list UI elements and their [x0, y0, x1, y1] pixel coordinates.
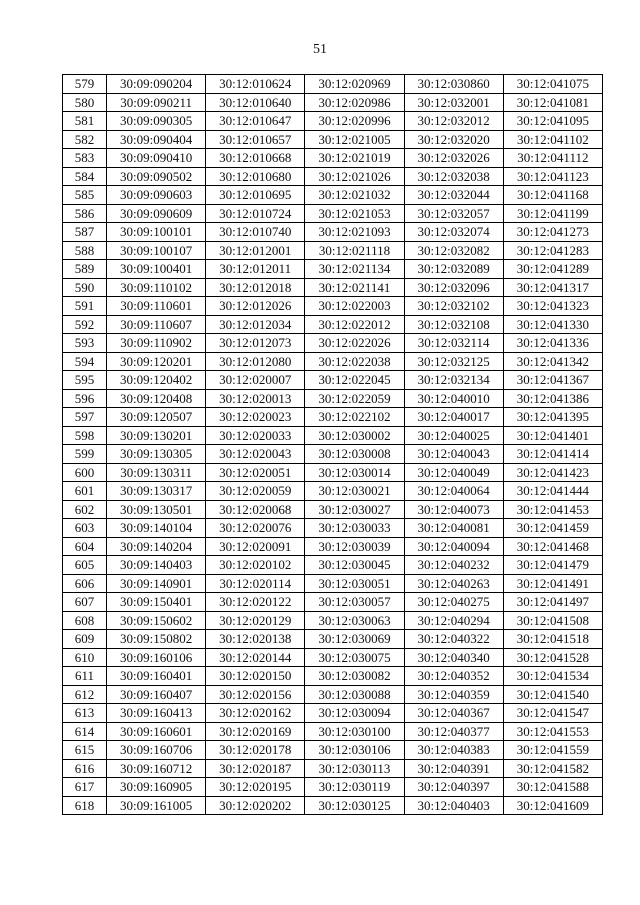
cadastral-number-cell: 30:12:020033: [206, 426, 305, 445]
cadastral-number-cell: 30:09:150401: [107, 593, 206, 612]
cadastral-number-cell: 30:09:120507: [107, 408, 206, 427]
cadastral-number-cell: 30:12:030106: [305, 741, 404, 760]
cadastral-number-cell: 30:12:041479: [503, 556, 602, 575]
cadastral-number-cell: 30:09:090404: [107, 130, 206, 149]
cadastral-number-cell: 30:12:030075: [305, 648, 404, 667]
cadastral-number-cell: 30:12:010647: [206, 112, 305, 131]
row-number-cell: 589: [63, 260, 107, 279]
row-number-cell: 603: [63, 519, 107, 538]
cadastral-number-cell: 30:12:012001: [206, 241, 305, 260]
cadastral-number-cell: 30:12:021141: [305, 278, 404, 297]
row-number-cell: 596: [63, 389, 107, 408]
cadastral-number-cell: 30:09:140104: [107, 519, 206, 538]
cadastral-number-cell: 30:12:040397: [404, 778, 503, 797]
cadastral-number-cell: 30:12:020969: [305, 75, 404, 94]
cadastral-number-cell: 30:09:100401: [107, 260, 206, 279]
cadastral-number-cell: 30:12:032057: [404, 204, 503, 223]
row-number-cell: 591: [63, 297, 107, 316]
table-row: [63, 204, 603, 223]
cadastral-number-cell: 30:12:020996: [305, 112, 404, 131]
cadastral-number-cell: 30:12:030021: [305, 482, 404, 501]
table-row: [63, 556, 603, 575]
cadastral-number-cell: 30:09:090410: [107, 149, 206, 168]
cadastral-number-cell: 30:12:020091: [206, 537, 305, 556]
table-row: [63, 315, 603, 334]
cadastral-number-cell: 30:12:040263: [404, 574, 503, 593]
cadastral-number-cell: 30:12:040017: [404, 408, 503, 427]
cadastral-number-cell: 30:12:032082: [404, 241, 503, 260]
cadastral-number-cell: 30:12:030860: [404, 75, 503, 94]
cadastral-number-cell: 30:12:020178: [206, 741, 305, 760]
cadastral-number-cell: 30:12:041401: [503, 426, 602, 445]
cadastral-number-cell: 30:12:020007: [206, 371, 305, 390]
cadastral-number-cell: 30:09:160413: [107, 704, 206, 723]
cadastral-number-cell: 30:09:130317: [107, 482, 206, 501]
cadastral-number-cell: 30:12:030063: [305, 611, 404, 630]
cadastral-number-cell: 30:09:160401: [107, 667, 206, 686]
cadastral-number-cell: 30:12:030113: [305, 759, 404, 778]
cadastral-number-cell: 30:12:041423: [503, 463, 602, 482]
cadastral-number-cell: 30:12:022003: [305, 297, 404, 316]
cadastral-number-cell: 30:09:090502: [107, 167, 206, 186]
cadastral-number-cell: 30:12:010740: [206, 223, 305, 242]
table-row: [63, 93, 603, 112]
cadastral-number-cell: 30:12:010668: [206, 149, 305, 168]
cadastral-number-cell: 30:09:150602: [107, 611, 206, 630]
cadastral-number-cell: 30:12:040352: [404, 667, 503, 686]
cadastral-number-cell: 30:12:021005: [305, 130, 404, 149]
table-row: [63, 537, 603, 556]
row-number-cell: 585: [63, 186, 107, 205]
cadastral-number-cell: 30:12:030008: [305, 445, 404, 464]
cadastral-number-cell: 30:09:140403: [107, 556, 206, 575]
cadastral-number-cell: 30:12:040094: [404, 537, 503, 556]
table-row: [63, 75, 603, 94]
table-row: [63, 167, 603, 186]
cadastral-number-cell: 30:12:040294: [404, 611, 503, 630]
cadastral-number-cell: 30:09:160407: [107, 685, 206, 704]
cadastral-number-cell: 30:12:012080: [206, 352, 305, 371]
cadastral-number-cell: 30:12:041459: [503, 519, 602, 538]
cadastral-number-cell: 30:12:041395: [503, 408, 602, 427]
cadastral-number-cell: 30:12:041559: [503, 741, 602, 760]
table-row: [63, 352, 603, 371]
cadastral-number-cell: 30:12:041317: [503, 278, 602, 297]
cadastral-number-cell: 30:12:041534: [503, 667, 602, 686]
row-number-cell: 587: [63, 223, 107, 242]
cadastral-number-cell: 30:12:020023: [206, 408, 305, 427]
row-number-cell: 579: [63, 75, 107, 94]
cadastral-number-cell: 30:09:090603: [107, 186, 206, 205]
row-number-cell: 606: [63, 574, 107, 593]
cadastral-number-cell: 30:12:022102: [305, 408, 404, 427]
row-number-cell: 609: [63, 630, 107, 649]
cadastral-number-cell: 30:12:041081: [503, 93, 602, 112]
cadastral-number-cell: 30:09:160106: [107, 648, 206, 667]
cadastral-number-cell: 30:12:041095: [503, 112, 602, 131]
cadastral-number-cell: 30:12:032089: [404, 260, 503, 279]
row-number-cell: 607: [63, 593, 107, 612]
cadastral-number-cell: 30:12:030082: [305, 667, 404, 686]
cadastral-number-cell: 30:12:020076: [206, 519, 305, 538]
row-number-cell: 580: [63, 93, 107, 112]
cadastral-number-cell: 30:09:140901: [107, 574, 206, 593]
cadastral-number-cell: 30:12:020150: [206, 667, 305, 686]
row-number-cell: 582: [63, 130, 107, 149]
cadastral-number-cell: 30:12:040043: [404, 445, 503, 464]
cadastral-number-cell: 30:12:041367: [503, 371, 602, 390]
cadastral-number-cell: 30:12:040367: [404, 704, 503, 723]
cadastral-number-cell: 30:12:041168: [503, 186, 602, 205]
table-row: [63, 112, 603, 131]
cadastral-number-cell: 30:12:020013: [206, 389, 305, 408]
cadastral-number-cell: 30:12:030088: [305, 685, 404, 704]
cadastral-number-cell: 30:12:041508: [503, 611, 602, 630]
row-number-cell: 613: [63, 704, 107, 723]
cadastral-number-cell: 30:12:041289: [503, 260, 602, 279]
cadastral-number-cell: 30:09:090204: [107, 75, 206, 94]
cadastral-number-cell: 30:12:040049: [404, 463, 503, 482]
cadastral-number-cell: 30:12:041112: [503, 149, 602, 168]
cadastral-number-cell: 30:12:020202: [206, 796, 305, 815]
table-row: [63, 389, 603, 408]
cadastral-number-cell: 30:12:012034: [206, 315, 305, 334]
row-number-cell: 599: [63, 445, 107, 464]
row-number-cell: 592: [63, 315, 107, 334]
cadastral-number-cell: 30:09:160601: [107, 722, 206, 741]
cadastral-number-cell: 30:12:041342: [503, 352, 602, 371]
row-number-cell: 612: [63, 685, 107, 704]
table-row: [63, 778, 603, 797]
cadastral-number-cell: 30:09:140204: [107, 537, 206, 556]
cadastral-number-cell: 30:09:100101: [107, 223, 206, 242]
cadastral-number-cell: 30:12:040383: [404, 741, 503, 760]
cadastral-number-cell: 30:12:041102: [503, 130, 602, 149]
cadastral-number-cell: 30:12:021032: [305, 186, 404, 205]
table-row: [63, 741, 603, 760]
cadastral-number-cell: 30:12:010724: [206, 204, 305, 223]
cadastral-number-cell: 30:12:032020: [404, 130, 503, 149]
cadastral-number-cell: 30:12:041497: [503, 593, 602, 612]
cadastral-number-cell: 30:12:030069: [305, 630, 404, 649]
cadastral-number-cell: 30:12:032114: [404, 334, 503, 353]
cadastral-number-cell: 30:12:040010: [404, 389, 503, 408]
cadastral-number-cell: 30:12:040391: [404, 759, 503, 778]
cadastral-number-cell: 30:12:032102: [404, 297, 503, 316]
table-row: [63, 408, 603, 427]
cadastral-number-cell: 30:12:040025: [404, 426, 503, 445]
cadastral-number-cell: 30:12:020051: [206, 463, 305, 482]
table-row: [63, 297, 603, 316]
table-row: [63, 722, 603, 741]
table-row: [63, 574, 603, 593]
cadastral-number-cell: 30:12:032125: [404, 352, 503, 371]
table-row: [63, 704, 603, 723]
row-number-cell: 618: [63, 796, 107, 815]
row-number-cell: 595: [63, 371, 107, 390]
cadastral-number-cell: 30:12:041386: [503, 389, 602, 408]
table-row: [63, 796, 603, 815]
cadastral-number-cell: 30:12:020114: [206, 574, 305, 593]
row-number-cell: 605: [63, 556, 107, 575]
table-row: [63, 667, 603, 686]
row-number-cell: 586: [63, 204, 107, 223]
row-number-cell: 590: [63, 278, 107, 297]
cadastral-number-cell: 30:12:041336: [503, 334, 602, 353]
cadastral-number-cell: 30:09:130501: [107, 500, 206, 519]
cadastral-number-cell: 30:12:012018: [206, 278, 305, 297]
table-row: [63, 482, 603, 501]
cadastral-number-cell: 30:09:120402: [107, 371, 206, 390]
cadastral-number-cell: 30:12:021026: [305, 167, 404, 186]
cadastral-number-cell: 30:12:010624: [206, 75, 305, 94]
cadastral-number-cell: 30:12:041075: [503, 75, 602, 94]
cadastral-number-cell: 30:12:041518: [503, 630, 602, 649]
cadastral-number-cell: 30:12:022038: [305, 352, 404, 371]
row-number-cell: 588: [63, 241, 107, 260]
row-number-cell: 594: [63, 352, 107, 371]
row-number-cell: 614: [63, 722, 107, 741]
cadastral-number-cell: 30:12:032038: [404, 167, 503, 186]
cadastral-number-cell: 30:12:020138: [206, 630, 305, 649]
cadastral-number-cell: 30:12:020129: [206, 611, 305, 630]
table-row: [63, 500, 603, 519]
table-row: [63, 426, 603, 445]
cadastral-number-cell: 30:12:040359: [404, 685, 503, 704]
cadastral-number-cell: 30:12:040232: [404, 556, 503, 575]
row-number-cell: 611: [63, 667, 107, 686]
table-row: [63, 759, 603, 778]
cadastral-number-cell: 30:12:032044: [404, 186, 503, 205]
page-number: 51: [313, 42, 327, 57]
cadastral-number-cell: 30:12:020195: [206, 778, 305, 797]
cadastral-number-cell: 30:12:020102: [206, 556, 305, 575]
row-number-cell: 616: [63, 759, 107, 778]
cadastral-number-cell: 30:12:040081: [404, 519, 503, 538]
cadastral-number-cell: 30:12:021134: [305, 260, 404, 279]
cadastral-number-cell: 30:09:090609: [107, 204, 206, 223]
table-row: [63, 149, 603, 168]
cadastral-number-cell: 30:12:041553: [503, 722, 602, 741]
row-number-cell: 608: [63, 611, 107, 630]
cadastral-number-cell: 30:12:020156: [206, 685, 305, 704]
cadastral-number-cell: 30:12:020144: [206, 648, 305, 667]
row-number-cell: 604: [63, 537, 107, 556]
cadastral-number-cell: 30:12:030057: [305, 593, 404, 612]
cadastral-number-cell: 30:09:110902: [107, 334, 206, 353]
cadastral-number-cell: 30:12:030014: [305, 463, 404, 482]
cadastral-number-cell: 30:12:022026: [305, 334, 404, 353]
cadastral-number-cell: 30:09:110102: [107, 278, 206, 297]
table-row: [63, 685, 603, 704]
cadastral-number-cell: 30:12:010640: [206, 93, 305, 112]
cadastral-number-cell: 30:12:041273: [503, 223, 602, 242]
cadastral-number-cell: 30:12:041540: [503, 685, 602, 704]
table-row: [63, 278, 603, 297]
cadastral-number-cell: 30:12:020187: [206, 759, 305, 778]
cadastral-number-cell: 30:09:160706: [107, 741, 206, 760]
cadastral-number-cell: 30:09:160712: [107, 759, 206, 778]
cadastral-number-cell: 30:12:030094: [305, 704, 404, 723]
cadastral-number-cell: 30:12:041609: [503, 796, 602, 815]
cadastral-number-cell: 30:12:040403: [404, 796, 503, 815]
cadastral-number-cell: 30:12:041323: [503, 297, 602, 316]
cadastral-number-cell: 30:12:030125: [305, 796, 404, 815]
cadastral-number-cell: 30:12:012011: [206, 260, 305, 279]
cadastral-number-table: [62, 74, 603, 815]
cadastral-number-cell: 30:12:041453: [503, 500, 602, 519]
cadastral-number-cell: 30:09:110601: [107, 297, 206, 316]
table-row: [63, 186, 603, 205]
cadastral-number-cell: 30:12:022012: [305, 315, 404, 334]
table-body: [63, 75, 603, 815]
cadastral-number-cell: 30:12:021053: [305, 204, 404, 223]
cadastral-number-cell: 30:12:020986: [305, 93, 404, 112]
cadastral-number-cell: 30:12:020169: [206, 722, 305, 741]
cadastral-number-cell: 30:12:040073: [404, 500, 503, 519]
cadastral-number-cell: 30:12:041199: [503, 204, 602, 223]
cadastral-number-cell: 30:12:032026: [404, 149, 503, 168]
cadastral-number-cell: 30:09:090211: [107, 93, 206, 112]
table-row: [63, 445, 603, 464]
table-row: [63, 648, 603, 667]
cadastral-number-cell: 30:12:040340: [404, 648, 503, 667]
cadastral-number-cell: 30:09:130201: [107, 426, 206, 445]
table-row: [63, 260, 603, 279]
cadastral-number-cell: 30:12:012073: [206, 334, 305, 353]
cadastral-number-cell: 30:12:020068: [206, 500, 305, 519]
cadastral-number-cell: 30:09:120201: [107, 352, 206, 371]
row-number-cell: 581: [63, 112, 107, 131]
cadastral-number-cell: 30:12:022059: [305, 389, 404, 408]
row-number-cell: 593: [63, 334, 107, 353]
cadastral-number-cell: 30:12:041330: [503, 315, 602, 334]
cadastral-number-cell: 30:09:130311: [107, 463, 206, 482]
cadastral-number-cell: 30:12:032012: [404, 112, 503, 131]
table-row: [63, 334, 603, 353]
table-row: [63, 611, 603, 630]
cadastral-number-cell: 30:12:012026: [206, 297, 305, 316]
row-number-cell: 583: [63, 149, 107, 168]
row-number-cell: 615: [63, 741, 107, 760]
cadastral-number-cell: 30:09:090305: [107, 112, 206, 131]
row-number-cell: 600: [63, 463, 107, 482]
cadastral-number-cell: 30:12:030002: [305, 426, 404, 445]
cadastral-number-cell: 30:09:160905: [107, 778, 206, 797]
cadastral-number-cell: 30:12:040064: [404, 482, 503, 501]
cadastral-number-cell: 30:12:030039: [305, 537, 404, 556]
cadastral-number-cell: 30:12:041444: [503, 482, 602, 501]
cadastral-number-cell: 30:12:022045: [305, 371, 404, 390]
cadastral-number-cell: 30:12:040377: [404, 722, 503, 741]
table-row: [63, 519, 603, 538]
row-number-cell: 617: [63, 778, 107, 797]
cadastral-number-cell: 30:12:032096: [404, 278, 503, 297]
table-row: [63, 463, 603, 482]
cadastral-number-cell: 30:12:021019: [305, 149, 404, 168]
cadastral-number-cell: 30:12:041283: [503, 241, 602, 260]
cadastral-number-cell: 30:12:041582: [503, 759, 602, 778]
table-row: [63, 593, 603, 612]
cadastral-number-cell: 30:12:041547: [503, 704, 602, 723]
cadastral-number-cell: 30:12:021118: [305, 241, 404, 260]
row-number-cell: 598: [63, 426, 107, 445]
cadastral-number-cell: 30:12:010695: [206, 186, 305, 205]
table-row: [63, 241, 603, 260]
cadastral-number-cell: 30:12:010657: [206, 130, 305, 149]
cadastral-number-cell: 30:12:041414: [503, 445, 602, 464]
cadastral-number-cell: 30:12:032074: [404, 223, 503, 242]
cadastral-number-cell: 30:12:020059: [206, 482, 305, 501]
cadastral-number-cell: 30:09:120408: [107, 389, 206, 408]
table-row: [63, 223, 603, 242]
cadastral-number-cell: 30:09:110607: [107, 315, 206, 334]
cadastral-number-cell: 30:12:030100: [305, 722, 404, 741]
row-number-cell: 610: [63, 648, 107, 667]
row-number-cell: 601: [63, 482, 107, 501]
cadastral-number-cell: 30:12:040275: [404, 593, 503, 612]
cadastral-number-cell: 30:12:040322: [404, 630, 503, 649]
cadastral-number-cell: 30:12:032108: [404, 315, 503, 334]
cadastral-number-cell: 30:09:150802: [107, 630, 206, 649]
cadastral-number-cell: 30:12:041468: [503, 537, 602, 556]
cadastral-number-cell: 30:09:100107: [107, 241, 206, 260]
cadastral-number-cell: 30:12:021093: [305, 223, 404, 242]
row-number-cell: 602: [63, 500, 107, 519]
cadastral-number-cell: 30:12:020122: [206, 593, 305, 612]
cadastral-number-cell: 30:12:020162: [206, 704, 305, 723]
cadastral-number-cell: 30:12:041528: [503, 648, 602, 667]
cadastral-number-cell: 30:12:010680: [206, 167, 305, 186]
cadastral-number-cell: 30:12:032001: [404, 93, 503, 112]
row-number-cell: 584: [63, 167, 107, 186]
table-row: [63, 630, 603, 649]
cadastral-number-cell: 30:12:041123: [503, 167, 602, 186]
cadastral-number-cell: 30:12:020043: [206, 445, 305, 464]
cadastral-number-cell: 30:12:041491: [503, 574, 602, 593]
cadastral-number-cell: 30:12:030119: [305, 778, 404, 797]
cadastral-number-cell: 30:12:030051: [305, 574, 404, 593]
cadastral-number-cell: 30:09:161005: [107, 796, 206, 815]
table-row: [63, 371, 603, 390]
cadastral-number-cell: 30:09:130305: [107, 445, 206, 464]
cadastral-number-cell: 30:12:030027: [305, 500, 404, 519]
table-row: [63, 130, 603, 149]
cadastral-number-cell: 30:12:041588: [503, 778, 602, 797]
cadastral-number-cell: 30:12:030033: [305, 519, 404, 538]
cadastral-number-cell: 30:12:032134: [404, 371, 503, 390]
cadastral-number-cell: 30:12:030045: [305, 556, 404, 575]
row-number-cell: 597: [63, 408, 107, 427]
